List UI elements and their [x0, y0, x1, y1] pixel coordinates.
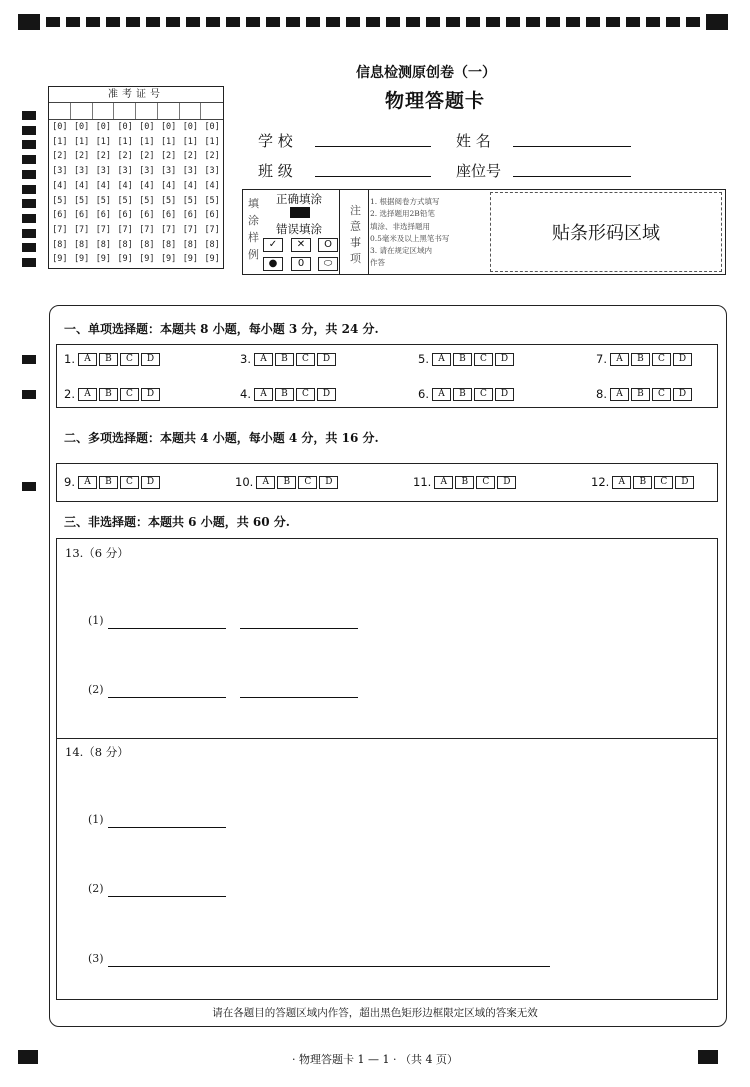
timing-mark [426, 17, 440, 27]
seat-field[interactable] [513, 176, 631, 177]
admission-bubble[interactable]: [5] [160, 195, 177, 206]
admission-bubble[interactable]: [2] [95, 151, 112, 162]
timing-mark [22, 229, 36, 238]
option-bubble-c[interactable]: C [652, 353, 671, 366]
admission-bubble[interactable]: [8] [73, 239, 90, 250]
option-bubble-d[interactable]: D [141, 476, 160, 489]
option-bubble-a[interactable]: A [432, 353, 451, 366]
q14-title: 14.（8 分） [65, 745, 129, 759]
correct-fill-label: 正确填涂 [276, 192, 322, 206]
option-bubble-d[interactable]: D [141, 388, 160, 401]
admission-bubble[interactable]: [3] [204, 166, 220, 177]
vertical-label-char: 意 [350, 220, 361, 233]
admission-bubble[interactable]: [3] [117, 166, 133, 177]
admission-bubble[interactable]: [1] [117, 136, 133, 147]
option-bubble-d[interactable]: D [319, 476, 338, 489]
timing-mark [306, 17, 320, 27]
q14-part1-label: (1) [88, 813, 104, 826]
timing-mark [22, 199, 36, 208]
mc-question [596, 387, 692, 401]
admission-bubble[interactable]: [4] [52, 180, 68, 191]
timing-mark [326, 17, 340, 27]
seat-label: 座位号 [456, 162, 502, 180]
option-bubble-a[interactable]: A [434, 476, 453, 489]
top-timing-marks [18, 14, 728, 30]
admission-bubble[interactable]: [0] [139, 122, 155, 132]
q13-q14-box [56, 538, 718, 1000]
q13-part2-blank-b[interactable] [240, 697, 358, 698]
timing-mark [346, 17, 360, 27]
admission-bubble[interactable]: [9] [95, 254, 112, 265]
admission-bubble[interactable]: [6] [73, 210, 90, 221]
admission-bubble[interactable]: [5] [52, 195, 68, 206]
timing-mark [22, 243, 36, 252]
timing-mark [406, 17, 420, 27]
admission-bubble[interactable]: [8] [204, 239, 220, 250]
option-bubble-b[interactable]: B [275, 388, 294, 401]
timing-mark [126, 17, 140, 27]
option-bubble-a[interactable]: A [254, 388, 273, 401]
option-bubble-a[interactable]: A [256, 476, 275, 489]
timing-mark [22, 185, 36, 194]
card-title: 物理答题卡 [385, 90, 486, 112]
question-number: 11. [413, 475, 432, 489]
admission-bubble[interactable]: [5] [117, 195, 133, 206]
q13-part2-label: (2) [88, 683, 104, 696]
question-number: 3. [240, 352, 251, 366]
option-bubble-c[interactable]: C [654, 476, 673, 489]
timing-mark [666, 17, 680, 27]
admission-bubbles[interactable] [49, 120, 223, 267]
admission-bubble[interactable]: [1] [182, 136, 199, 147]
admission-bubble[interactable]: [3] [160, 166, 177, 177]
timing-mark [22, 355, 36, 364]
note-line: 作答 [370, 258, 385, 268]
question-number: 7. [596, 352, 607, 366]
admission-bubble[interactable]: [6] [182, 210, 199, 221]
option-bubble-a[interactable]: A [610, 388, 629, 401]
q13-part1-blank-b[interactable] [240, 628, 358, 629]
class-field[interactable] [315, 176, 431, 177]
timing-mark [22, 155, 36, 164]
admission-bubble[interactable]: [2] [160, 151, 177, 162]
timing-mark [686, 17, 700, 27]
mc-question [240, 387, 336, 401]
vertical-label-char: 样 [248, 231, 259, 244]
question-number: 8. [596, 387, 607, 401]
timing-mark [22, 390, 36, 399]
q14-part1-blank[interactable] [108, 827, 226, 828]
admission-bubble[interactable]: [7] [160, 224, 177, 235]
note-line: 填涂、非选择题用 [370, 221, 430, 231]
q14-part2-blank[interactable] [108, 896, 226, 897]
option-bubble-b[interactable]: B [99, 388, 118, 401]
note-line: 3. 请在规定区域内 [370, 246, 433, 256]
admission-bubble[interactable]: [7] [204, 224, 220, 235]
option-bubble-a[interactable]: A [610, 353, 629, 366]
school-field[interactable] [315, 146, 431, 147]
admission-bubble[interactable]: [2] [52, 151, 68, 162]
timing-mark [626, 17, 640, 27]
q14-part2-label: (2) [88, 882, 104, 895]
option-bubble-b[interactable]: B [631, 353, 650, 366]
admission-bubble[interactable]: [4] [139, 180, 155, 191]
admission-bubble[interactable]: [4] [160, 180, 177, 191]
option-bubble-d[interactable]: D [141, 353, 160, 366]
q13-part1-blank-a[interactable] [108, 628, 226, 629]
timing-mark [706, 14, 728, 30]
wrong-fill-symbol: ✕ [291, 238, 311, 252]
admission-bubble[interactable]: [4] [117, 180, 133, 191]
timing-mark [46, 17, 60, 27]
note-line: 2. 选择题用2B铅笔 [370, 209, 435, 219]
option-bubble-c[interactable]: C [474, 353, 493, 366]
admission-bubble[interactable]: [8] [117, 239, 133, 250]
timing-mark [506, 17, 520, 27]
option-bubble-d[interactable]: D [673, 388, 692, 401]
option-bubble-d[interactable]: D [673, 353, 692, 366]
option-bubble-a[interactable]: A [78, 476, 97, 489]
note-line: 0.5毫米及以上黑笔书写 [370, 233, 450, 243]
option-bubble-b[interactable]: B [275, 353, 294, 366]
timing-mark [86, 17, 100, 27]
admission-bubble[interactable]: [2] [117, 151, 133, 162]
option-bubble-b[interactable]: B [453, 353, 472, 366]
admission-bubble[interactable]: [3] [95, 166, 112, 177]
timing-mark [66, 17, 80, 27]
option-bubble-b[interactable]: B [277, 476, 296, 489]
name-field[interactable] [513, 146, 631, 147]
timing-mark [606, 17, 620, 27]
admission-bubble[interactable]: [3] [139, 166, 155, 177]
mc-question [413, 475, 516, 489]
correct-fill-sample [290, 207, 310, 218]
vertical-label-char: 注 [350, 204, 361, 217]
admission-bubble[interactable]: [9] [73, 254, 90, 265]
admission-bubble[interactable]: [6] [139, 210, 155, 221]
admission-bubble[interactable]: [8] [139, 239, 155, 250]
admission-number-grid [48, 86, 224, 269]
barcode-area[interactable]: 贴条形码区域 [490, 192, 722, 272]
admission-bubble[interactable]: [0] [182, 122, 199, 132]
admission-bubble[interactable]: [7] [95, 224, 112, 235]
wrong-fill-label: 错误填涂 [276, 222, 322, 236]
admission-bubble[interactable]: [5] [139, 195, 155, 206]
vertical-label-char: 项 [350, 252, 361, 265]
vertical-label-char: 涂 [248, 214, 259, 227]
timing-mark [386, 17, 400, 27]
timing-mark [646, 17, 660, 27]
admission-bubble[interactable]: [8] [52, 239, 68, 250]
admission-bubble[interactable]: [6] [117, 210, 133, 221]
option-bubble-a[interactable]: A [254, 353, 273, 366]
vertical-label-char: 例 [248, 248, 259, 261]
admission-bubble[interactable]: [0] [95, 122, 112, 132]
admission-bubble[interactable]: [7] [117, 224, 133, 235]
option-bubble-c[interactable]: C [120, 476, 139, 489]
mc-question [64, 475, 160, 489]
timing-mark [22, 170, 36, 179]
mc-question [64, 352, 160, 366]
option-bubble-c[interactable]: C [652, 388, 671, 401]
mc-question [235, 475, 338, 489]
option-bubble-c[interactable]: C [120, 388, 139, 401]
note-line: 1. 根据阅卷方式填写 [370, 197, 440, 206]
admission-bubble[interactable]: [1] [52, 136, 68, 147]
timing-mark [486, 17, 500, 27]
admission-write-cells[interactable] [49, 103, 223, 120]
admission-bubble[interactable]: [4] [204, 180, 220, 191]
admission-bubble[interactable]: [1] [73, 136, 90, 147]
option-bubble-c[interactable]: C [120, 353, 139, 366]
q13-part1-label: (1) [88, 614, 104, 627]
option-bubble-b[interactable]: B [99, 353, 118, 366]
admission-bubble[interactable]: [8] [182, 239, 199, 250]
timing-mark [286, 17, 300, 27]
admission-bubble[interactable]: [1] [95, 136, 112, 147]
option-bubble-c[interactable]: C [298, 476, 317, 489]
timing-mark [246, 17, 260, 27]
option-bubble-d[interactable]: D [495, 388, 514, 401]
admission-bubble[interactable]: [7] [73, 224, 90, 235]
admission-bubble[interactable]: [5] [182, 195, 199, 206]
option-bubble-d[interactable]: D [317, 353, 336, 366]
admission-bubble[interactable]: [9] [139, 254, 155, 265]
question-number: 6. [418, 387, 429, 401]
option-bubble-b[interactable]: B [455, 476, 474, 489]
admission-bubble[interactable]: [8] [95, 239, 112, 250]
timing-mark [206, 17, 220, 27]
question-number: 10. [235, 475, 254, 489]
mc-question [596, 352, 692, 366]
option-bubble-d[interactable]: D [675, 476, 694, 489]
timing-mark [22, 111, 36, 120]
option-bubble-b[interactable]: B [453, 388, 472, 401]
admission-bubble[interactable]: [5] [73, 195, 90, 206]
mc-question [591, 475, 694, 489]
option-bubble-b[interactable]: B [99, 476, 118, 489]
timing-mark [22, 140, 36, 149]
admission-bubble[interactable]: [0] [160, 122, 177, 132]
mc-question [64, 387, 160, 401]
vertical-label-char: 事 [350, 236, 361, 249]
timing-mark [22, 258, 36, 267]
timing-mark [466, 17, 480, 27]
option-bubble-b[interactable]: B [631, 388, 650, 401]
question-number: 4. [240, 387, 251, 401]
option-bubble-c[interactable]: C [476, 476, 495, 489]
admission-bubble[interactable]: [0] [117, 122, 133, 132]
q14-part3-label: (3) [88, 952, 104, 965]
timing-mark [146, 17, 160, 27]
admission-bubble[interactable]: [1] [204, 136, 220, 147]
wrong-fill-symbol: ● [263, 257, 283, 271]
timing-mark [186, 17, 200, 27]
section2-heading: 二、多项选择题：本题共 4 小题，每小题 4 分，共 16 分. [64, 431, 379, 445]
question-number: 2. [64, 387, 75, 401]
q13-title: 13.（6 分） [65, 546, 129, 560]
admission-bubble[interactable]: [3] [182, 166, 199, 177]
school-label: 学 校 [258, 132, 293, 150]
admission-bubble[interactable]: [5] [204, 195, 220, 206]
admission-bubble[interactable]: [9] [52, 254, 68, 265]
admission-bubble[interactable]: [9] [204, 254, 220, 265]
bottom-notice: 请在各题目的答题区域内作答，超出黑色矩形边框限定区域的答案无效 [212, 1007, 538, 1019]
question-number: 12. [591, 475, 610, 489]
admission-bubble[interactable]: [2] [182, 151, 199, 162]
admission-bubble[interactable]: [0] [73, 122, 90, 132]
q14-part3-blank[interactable] [108, 966, 550, 967]
admission-bubble[interactable]: [1] [160, 136, 177, 147]
timing-mark [106, 17, 120, 27]
question-number: 9. [64, 475, 75, 489]
admission-bubble[interactable]: [2] [204, 151, 220, 162]
question-number: 1. [64, 352, 75, 366]
option-bubble-a[interactable]: A [78, 388, 97, 401]
option-bubble-a[interactable]: A [612, 476, 631, 489]
option-bubble-c[interactable]: C [296, 388, 315, 401]
wrong-fill-symbol: 0 [291, 257, 311, 271]
timing-mark [526, 17, 540, 27]
admission-bubble[interactable]: [3] [52, 166, 68, 177]
timing-mark [586, 17, 600, 27]
option-bubble-d[interactable]: D [497, 476, 516, 489]
admission-bubble[interactable]: [2] [139, 151, 155, 162]
timing-mark [22, 126, 36, 135]
admission-bubble[interactable]: [4] [73, 180, 90, 191]
admission-bubble[interactable]: [9] [160, 254, 177, 265]
exam-title: 信息检测原创卷（一） [356, 65, 496, 81]
admission-bubble[interactable]: [7] [182, 224, 199, 235]
name-label: 姓 名 [456, 132, 491, 150]
timing-mark [22, 482, 36, 491]
option-bubble-a[interactable]: A [78, 353, 97, 366]
option-bubble-d[interactable]: D [495, 353, 514, 366]
mc-question [240, 352, 336, 366]
admission-bubble[interactable]: [3] [73, 166, 90, 177]
q13-part2-blank-a[interactable] [108, 697, 226, 698]
admission-bubble[interactable]: [4] [95, 180, 112, 191]
notes-text [370, 196, 480, 270]
admission-bubble[interactable]: [9] [182, 254, 199, 265]
admission-bubble[interactable]: [2] [73, 151, 90, 162]
wrong-fill-symbol: Ο [318, 238, 338, 252]
admission-bubble[interactable]: [7] [52, 224, 68, 235]
timing-mark [546, 17, 560, 27]
timing-mark [446, 17, 460, 27]
option-bubble-c[interactable]: C [474, 388, 493, 401]
admission-title: 准考证号 [49, 87, 223, 103]
timing-mark [166, 17, 180, 27]
timing-mark [366, 17, 380, 27]
option-bubble-a[interactable]: A [432, 388, 451, 401]
admission-bubble[interactable]: [9] [117, 254, 133, 265]
option-bubble-b[interactable]: B [633, 476, 652, 489]
timing-mark [266, 17, 280, 27]
admission-bubble[interactable]: [0] [52, 122, 68, 132]
admission-bubble[interactable]: [5] [95, 195, 112, 206]
admission-bubble[interactable]: [4] [182, 180, 199, 191]
admission-bubble[interactable]: [6] [160, 210, 177, 221]
mc-question [418, 352, 514, 366]
vertical-label-char: 填 [248, 197, 259, 210]
wrong-fill-symbol: ⬭ [318, 257, 338, 271]
timing-mark [226, 17, 240, 27]
wrong-fill-symbol: ✓ [263, 238, 283, 252]
admission-bubble[interactable]: [1] [139, 136, 155, 147]
option-bubble-d[interactable]: D [317, 388, 336, 401]
admission-bubble[interactable]: [6] [52, 210, 68, 221]
section3-heading: 三、非选择题：本题共 6 小题，共 60 分. [64, 515, 290, 529]
class-label: 班 级 [258, 162, 293, 180]
timing-mark [18, 14, 40, 30]
mc-question [418, 387, 514, 401]
page-footer: · 物理答题卡 1 — 1 · （共 4 页） [292, 1053, 458, 1066]
option-bubble-c[interactable]: C [296, 353, 315, 366]
question-number: 5. [418, 352, 429, 366]
timing-mark [22, 214, 36, 223]
admission-bubble[interactable]: [6] [95, 210, 112, 221]
admission-bubble[interactable]: [7] [139, 224, 155, 235]
section1-heading: 一、单项选择题：本题共 8 小题，每小题 3 分，共 24 分. [64, 322, 379, 336]
timing-mark [566, 17, 580, 27]
admission-bubble[interactable]: [0] [204, 122, 220, 132]
admission-bubble[interactable]: [6] [204, 210, 220, 221]
admission-bubble[interactable]: [8] [160, 239, 177, 250]
